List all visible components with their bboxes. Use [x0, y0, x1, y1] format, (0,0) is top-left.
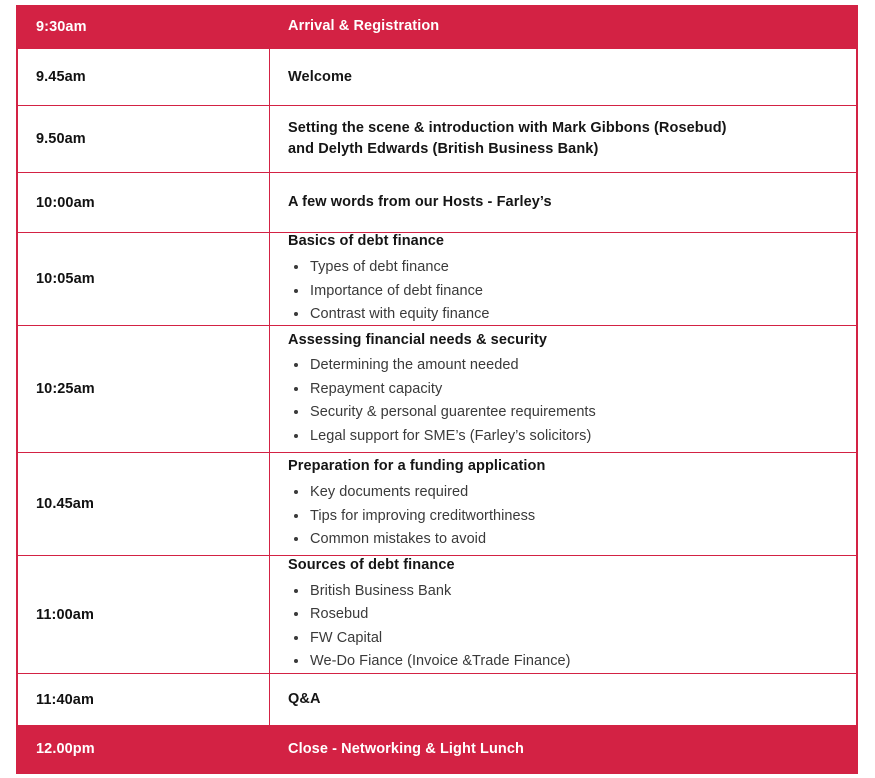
list-item: Security & personal guarentee requirements [288, 401, 842, 424]
list-item: Key documents required [288, 481, 842, 504]
list-item: Tips for improving creditworthiness [288, 505, 842, 528]
table-row [18, 452, 856, 555]
row-title: Assessing financial needs & security [288, 331, 548, 348]
row-time: 10:00am [18, 173, 270, 232]
row-time: 11:40am [18, 674, 270, 725]
table-row [18, 172, 856, 232]
table-row [18, 325, 856, 452]
table-row [18, 725, 856, 772]
table-row [18, 555, 856, 673]
table-row [18, 5, 856, 48]
row-description [270, 173, 856, 232]
row-bullet-list [288, 256, 842, 326]
row-description [270, 106, 856, 172]
row-bullet-list [288, 481, 842, 551]
row-description [270, 233, 856, 325]
row-title: Basics of debt finance [288, 233, 445, 250]
list-item: Rosebud [288, 603, 842, 626]
row-description [270, 49, 856, 105]
list-item: Contrast with equity finance [288, 303, 842, 326]
row-title: Sources of debt finance [288, 557, 455, 574]
list-item: Types of debt finance [288, 256, 842, 279]
row-title: A few words from our Hosts - Farley’s [288, 194, 552, 211]
list-item: Common mistakes to avoid [288, 528, 842, 551]
row-time: 9.45am [18, 49, 270, 105]
row-title: Arrival & Registration [288, 18, 440, 35]
list-item: Determining the amount needed [288, 354, 842, 377]
row-title: Close - Networking & Light Lunch [288, 740, 524, 757]
agenda-table [16, 5, 858, 774]
row-time: 9.50am [18, 106, 270, 172]
row-title: Setting the scene & introduction with Mark Gibbons (Rosebud) [288, 120, 727, 137]
list-item: Importance of debt finance [288, 280, 842, 303]
row-description [270, 5, 856, 48]
table-row [18, 48, 856, 105]
list-item: British Business Bank [288, 580, 842, 603]
row-description [270, 453, 856, 555]
table-row [18, 105, 856, 172]
list-item: Repayment capacity [288, 378, 842, 401]
row-time: 10:05am [18, 233, 270, 325]
row-description [270, 726, 856, 772]
row-time: 11:00am [18, 556, 270, 673]
row-description [270, 674, 856, 725]
table-row [18, 673, 856, 725]
row-bullet-list [288, 580, 842, 674]
row-title: Preparation for a funding application [288, 458, 546, 475]
row-title: Welcome [288, 68, 353, 85]
list-item: We-Do Fiance (Invoice &Trade Finance) [288, 650, 842, 673]
row-time: 10:25am [18, 326, 270, 452]
row-description [270, 326, 856, 452]
row-title: Q&A [288, 691, 321, 708]
row-bullet-list [288, 354, 842, 448]
table-row [18, 232, 856, 325]
row-description [270, 556, 856, 673]
list-item: Legal support for SME’s (Farley’s solicitors) [288, 425, 842, 448]
row-time: 12.00pm [18, 726, 270, 772]
list-item: FW Capital [288, 627, 842, 650]
row-title-line2: and Delyth Edwards (British Business Bank) [288, 141, 599, 157]
row-time: 9:30am [18, 5, 270, 48]
row-time: 10.45am [18, 453, 270, 555]
